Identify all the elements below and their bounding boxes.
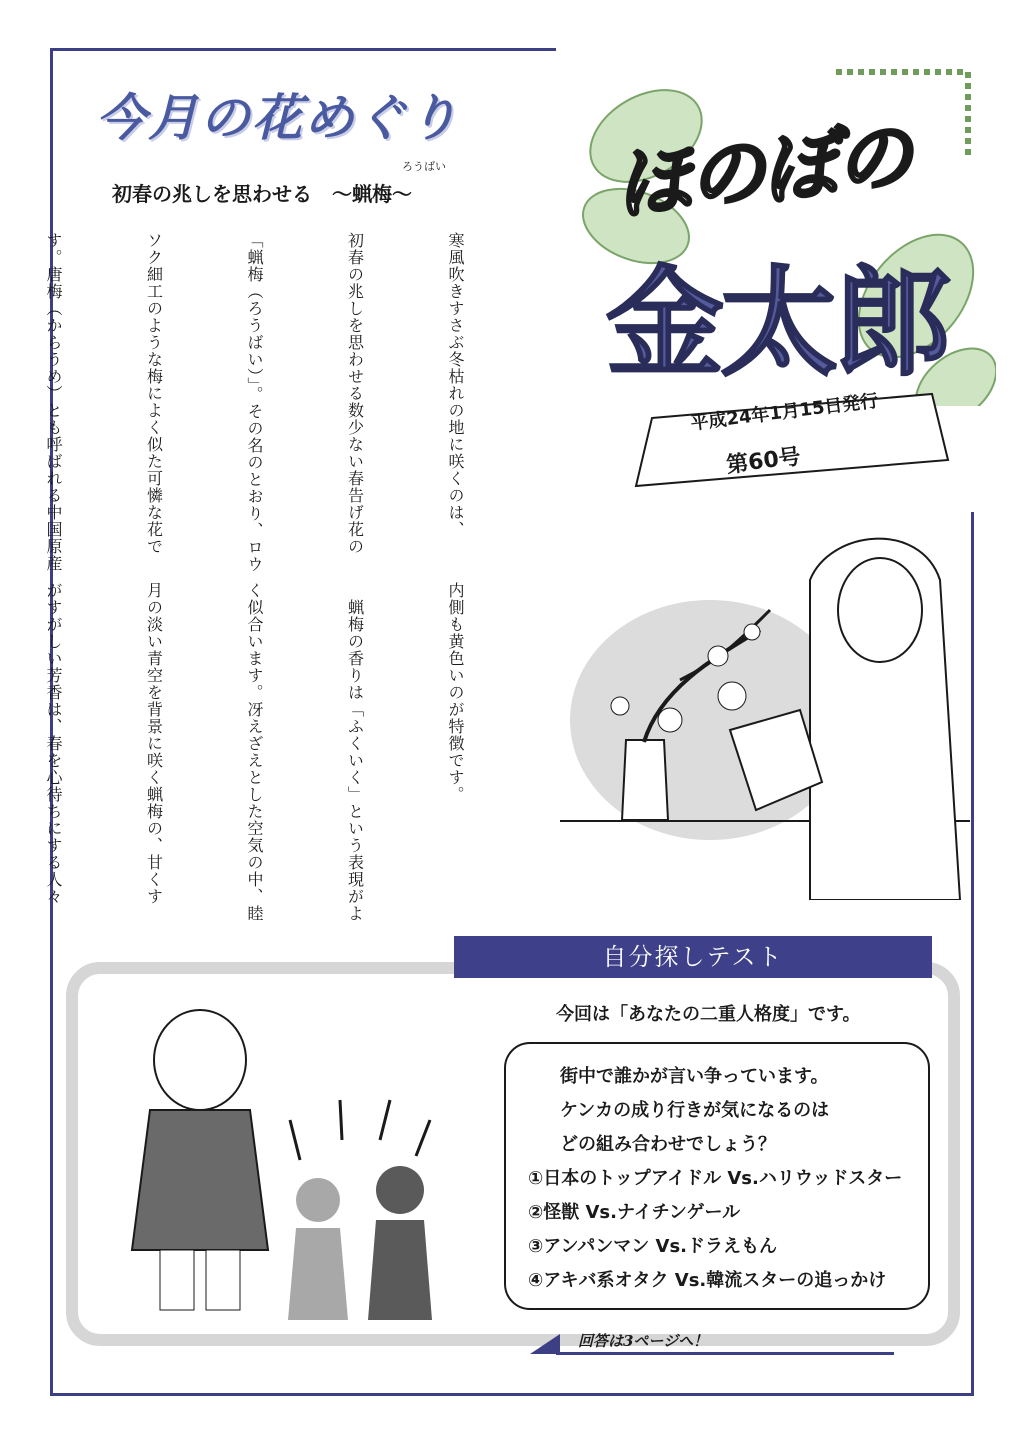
question-line: ケンカの成り行きが気になるのは (560, 1100, 830, 1121)
column-line: がすがしい芳香は、春を心待ちにする人々 (44, 582, 63, 905)
answer-rule (556, 1352, 894, 1355)
issue-number: 第60号 (724, 444, 803, 479)
column-line: す。唐梅（からうめ）とも呼ばれる中国原産 (44, 232, 63, 572)
test-intro: 今回は「あなたの二重人格度」です。 (556, 1004, 861, 1025)
masthead-subtitle: ほのぼの (610, 110, 915, 231)
issue-date: 平成24年1月15日発行 (689, 390, 880, 435)
column-line: 「蝋梅（ろうばい）」。その名のとおり、ロウ (245, 232, 264, 573)
column-line: ソク細工のような梅によく似た可憐な花で (144, 232, 164, 555)
question-line: 街中で誰かが言い争っています。 (560, 1066, 829, 1087)
street-argument-illustration (100, 990, 480, 1320)
column-body-upper (0, 232, 539, 573)
column-line: 寒風吹きすさぶ冬枯れの地に咲くのは、 (446, 232, 465, 538)
ruby-reading: ろうばい (402, 160, 446, 173)
masthead-title: 金太郎 (606, 254, 949, 392)
column-line: 内側も黄色いのが特徴です。 (446, 582, 465, 803)
test-header: 自分探しテスト (454, 936, 932, 978)
column-line: 月の淡い青空を背景に咲く蝋梅の、甘くす (144, 582, 164, 905)
column-line: く似合います。冴えざえとした空気の中、睦 (245, 582, 264, 922)
answer-note: 回答は3ページへ！ (578, 1332, 709, 1350)
column-title: 今月の花めぐり (96, 89, 460, 147)
question-line: どの組み合わせでしょう？ (560, 1134, 776, 1155)
answer-option: ②怪獣 Vs.ナイチンゲール (528, 1202, 741, 1223)
frame-top-rule (50, 48, 556, 51)
column-body-lower (0, 582, 539, 922)
frame-right-rule (971, 512, 974, 1396)
answer-option: ④アキバ系オタク Vs.韓流スターの追っかけ (528, 1270, 887, 1291)
woman-reading-illustration (560, 520, 970, 900)
answer-option: ①日本のトップアイドル Vs.ハリウッドスター (528, 1168, 903, 1189)
column-subtitle: 初春の兆しを思わせる ～蝋梅～ (112, 182, 412, 206)
column-line: 初春の兆しを思わせる数少ない春告げ花の (345, 232, 365, 555)
frame-bottom-rule (50, 1393, 974, 1396)
column-line: 蝋梅の香りは「ふくいく」という表現がよ (345, 582, 365, 922)
answer-option: ③アンパンマン Vs.ドラえもん (528, 1236, 778, 1257)
